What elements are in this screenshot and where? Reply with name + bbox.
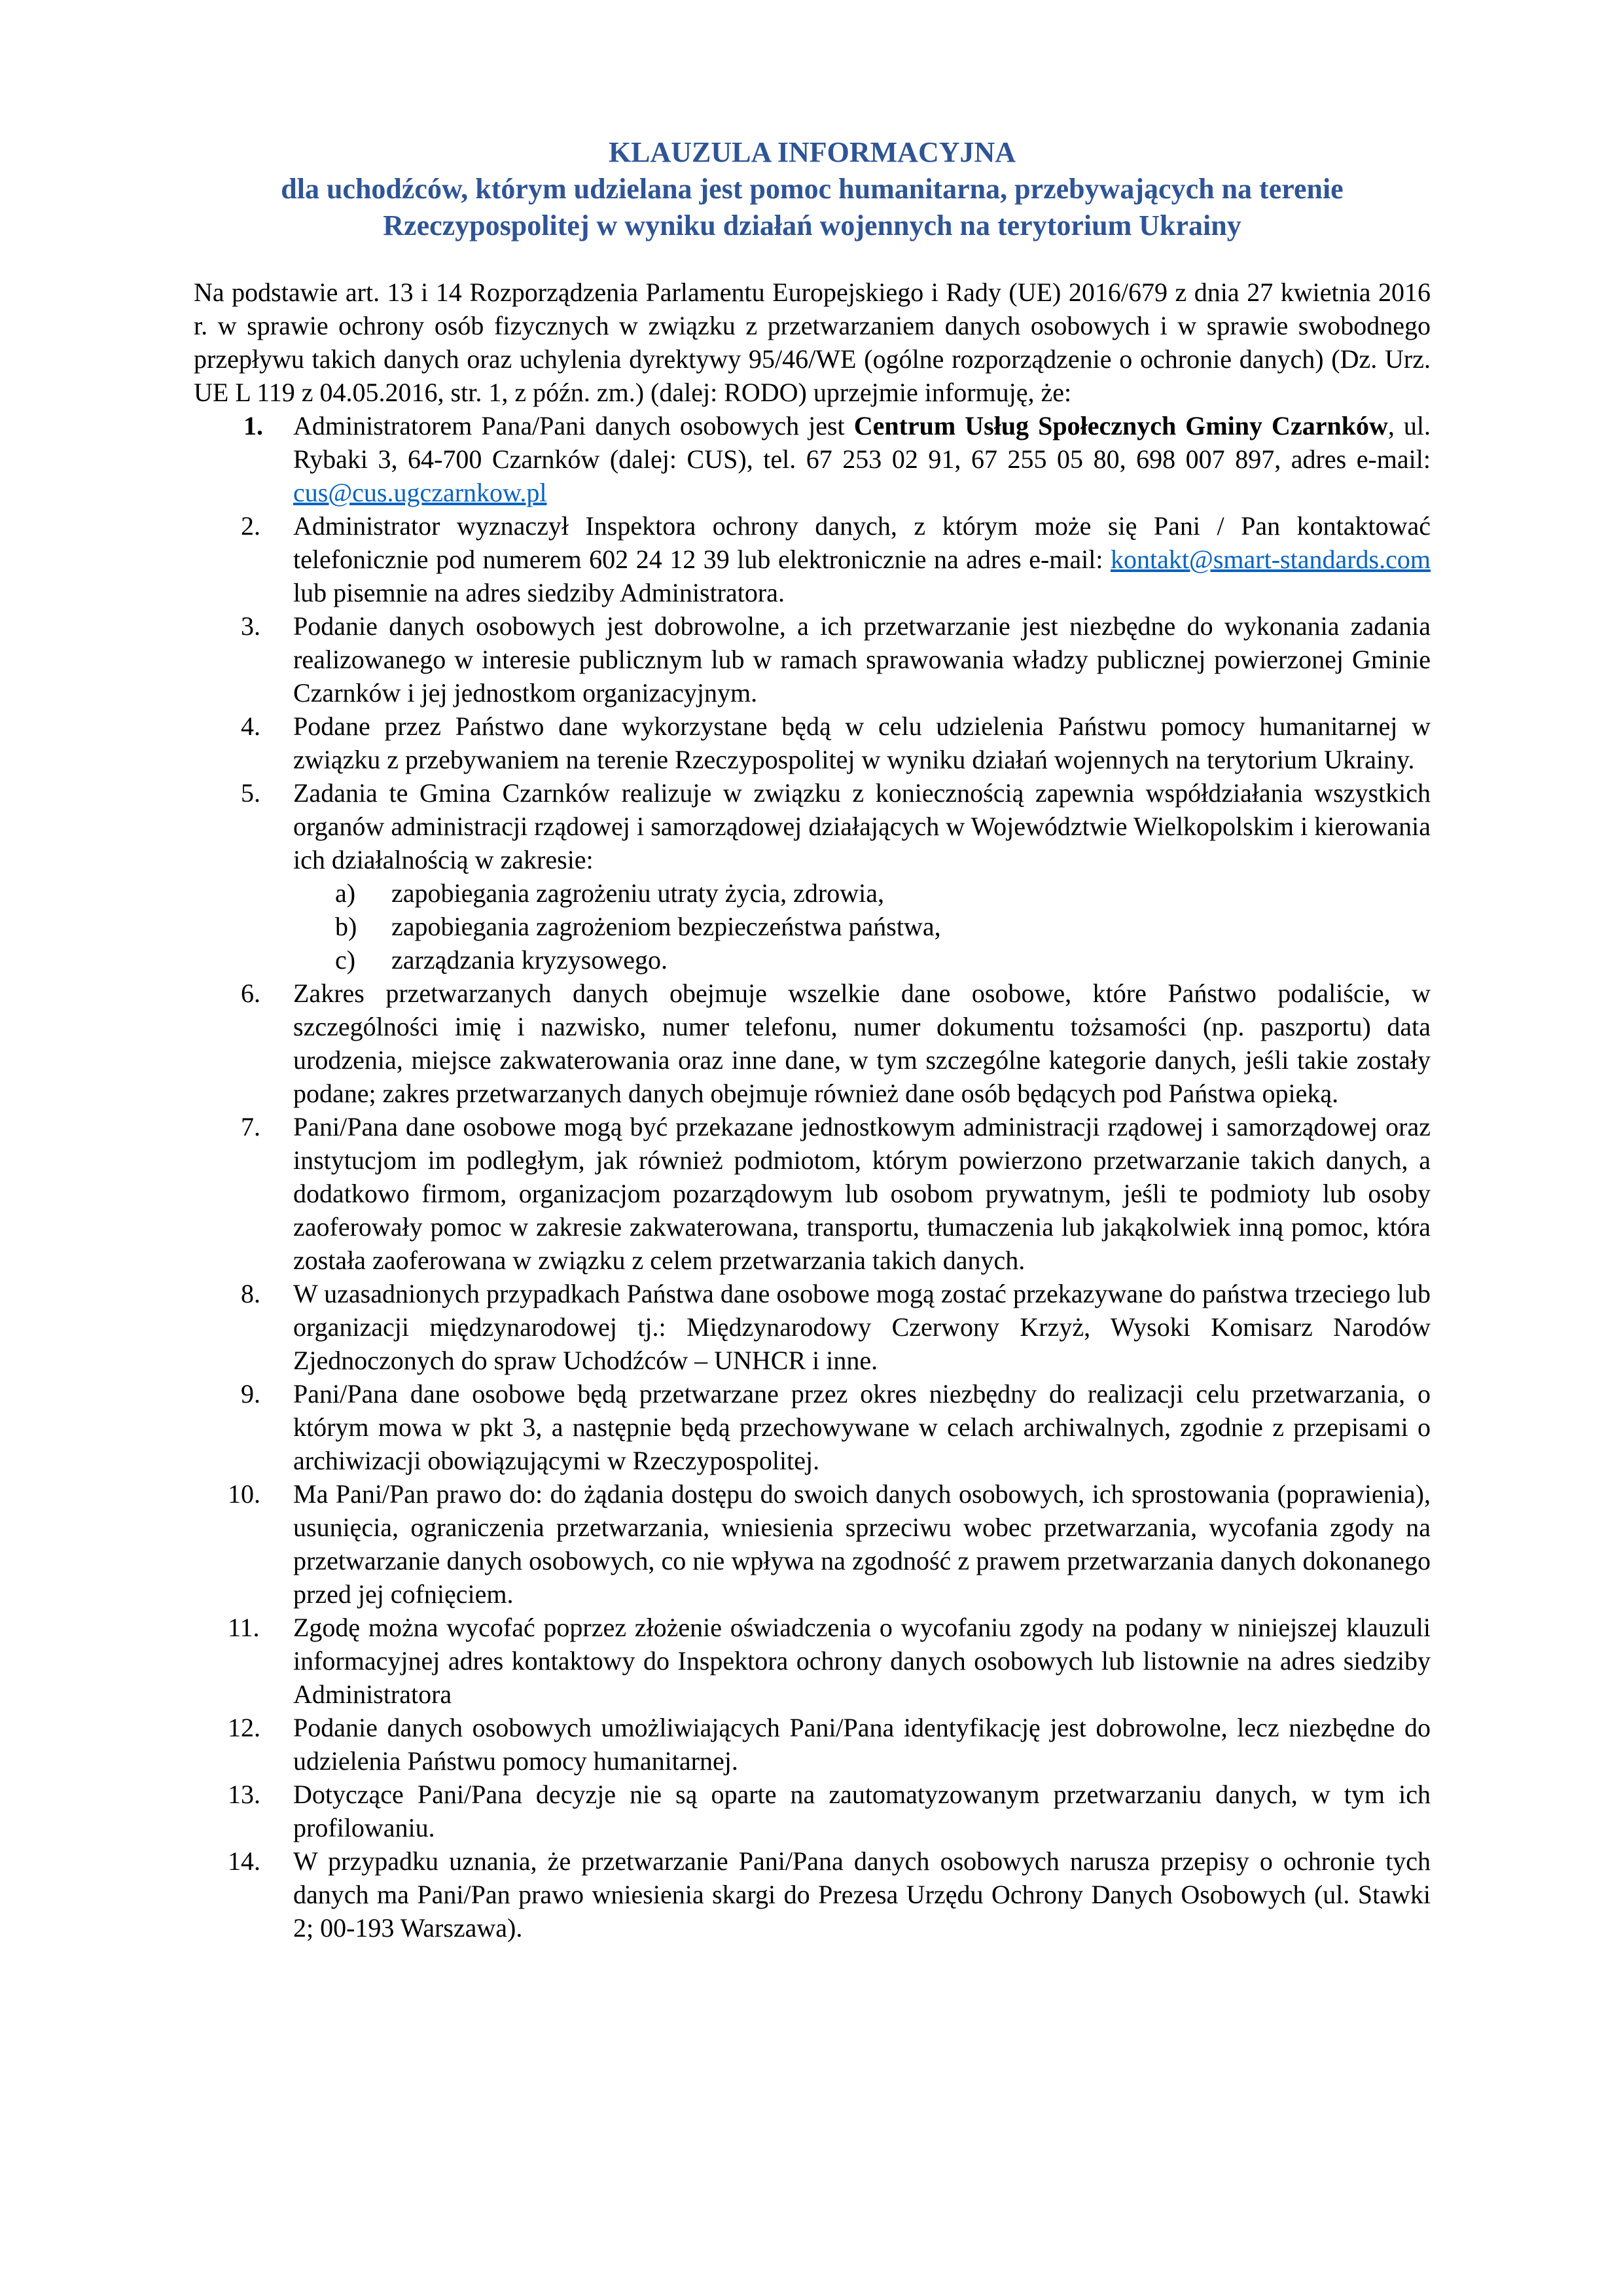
item-number: 12. — [228, 1713, 260, 1742]
list-item-7 — [194, 1110, 1431, 1277]
document-title — [194, 134, 1431, 244]
item-text: Dotyczące Pani/Pana decyzje nie są oparte na zautomatyzowanym przetwarzaniu danych, w tym ich profilowaniu. — [293, 1780, 1431, 1842]
list-item-2 — [194, 509, 1431, 609]
title-line-2: dla uchodźców, którym udzielana jest pomoc humanitarna, przebywających na terenie — [281, 173, 1344, 205]
item-number: 11. — [228, 1613, 260, 1642]
list-item-5 — [194, 776, 1431, 977]
document-page — [194, 134, 1431, 1945]
item-number: 3. — [241, 611, 260, 641]
sub-item-text: zapobiegania zagrożeniu utraty życia, zdrowia, — [391, 878, 884, 908]
email-link[interactable]: cus@cus.ugczarnkow.pl — [293, 478, 547, 507]
list-item-10 — [194, 1477, 1431, 1611]
item-number: 13. — [228, 1780, 260, 1809]
sub-item-c — [293, 943, 1431, 977]
item-number: 4. — [241, 711, 260, 741]
sub-item-text: zapobiegania zagrożeniom bezpieczeństwa państwa, — [391, 912, 941, 941]
list-item-13 — [194, 1778, 1431, 1844]
sub-item-a — [293, 876, 1431, 910]
intro-paragraph: Na podstawie art. 13 i 14 Rozporządzenia Parlamentu Europejskiego i Rady (UE) 2016/679 z dnia 27 kwietnia 2016 r. w sprawie ochrony osób fizycznych w związku z przetwarzaniem danych osobowych i w sprawie swobodnego przepływu takich danych oraz uchylenia dyrektywy 95/46/WE (ogólne rozporządzenie o ochronie danych) (Dz. Urz. UE L 119 z 04.05.2016, str. 1, z późn. zm.) (dalej: RODO) uprzejmie informuję, że: — [194, 278, 1431, 407]
list-item-14 — [194, 1844, 1431, 1945]
sub-item-letter: a) — [335, 878, 356, 908]
list-item-3 — [194, 609, 1431, 709]
item-number: 14. — [228, 1846, 260, 1876]
item-text: Podanie danych osobowych jest dobrowolne, a ich przetwarzanie jest niezbędne do wykonania zadania realizowanego w interesie publicznym lub w ramach sprawowania władzy publicznej powierzonej Gminie Czarnków i jej jednostkom organizacyjnym. — [293, 611, 1431, 708]
points-list — [194, 409, 1431, 1945]
item-number: 8. — [241, 1279, 260, 1308]
item-number: 6. — [241, 978, 260, 1008]
item-text: Podanie danych osobowych umożliwiających Pani/Pana identyfikację jest dobrowolne, lecz niezbędne do udzielenia Państwu pomocy humanitarnej. — [293, 1713, 1431, 1776]
list-item-6 — [194, 977, 1431, 1110]
item-text: W przypadku uznania, że przetwarzanie Pani/Pana danych osobowych narusza przepisy o ochronie tych danych ma Pani/Pan prawo wniesienia skargi do Prezesa Urzędu Ochrony Danych Osobowych (ul. Stawki 2; 00-193 Warszawa). — [293, 1846, 1431, 1943]
item-text: W uzasadnionych przypadkach Państwa dane osobowe mogą zostać przekazywane do państwa trzeciego lub organizacji międzynarodowej tj.: Międzynarodowy Czerwony Krzyż, Wysoki Komisarz Narodów Zjednoczonych do spraw Uchodźców – UNHCR i inne. — [293, 1279, 1431, 1375]
item-text-cont: , ul. Rybaki 3, 64-700 Czarnków (dalej: CUS), tel. 67 253 02 91, 67 255 05 80, 698 007 897, adres e-mail: — [293, 411, 1431, 474]
item-number: 1. — [243, 411, 263, 440]
list-item-4 — [194, 709, 1431, 776]
list-item-8 — [194, 1277, 1431, 1377]
item-text: Administrator wyznaczył Inspektora ochrony danych, z którym może się Pani / Pan kontaktować telefonicznie pod numerem 602 24 12 39 lub elektronicznie na adres e-mail: — [293, 511, 1431, 574]
item-number: 9. — [241, 1379, 260, 1408]
item-text: Zadania te Gmina Czarnków realizuje w związku z koniecznością zapewnia współdziałania wszystkich organów administracji rządowej i samorządowej działających w Województwie Wielkopolskim i kierowania ich działalnością w zakresie: — [293, 778, 1431, 874]
list-item-1 — [194, 409, 1431, 509]
sub-list — [293, 876, 1431, 977]
administrator-name: Centrum Usług Społecznych Gminy Czarnków — [853, 411, 1388, 440]
item-text: Administratorem Pana/Pani danych osobowych jest — [293, 411, 854, 440]
item-number: 5. — [241, 778, 260, 808]
sub-item-text: zarządzania kryzysowego. — [391, 945, 668, 975]
list-item-12 — [194, 1711, 1431, 1778]
item-text: Pani/Pana dane osobowe będą przetwarzane przez okres niezbędny do realizacji celu przetwarzania, o którym mowa w pkt 3, a następnie będą przechowywane w celach archiwalnych, zgodnie z przepisami o archiwizacji obowiązującymi w Rzeczypospolitej. — [293, 1379, 1431, 1475]
item-text: Zakres przetwarzanych danych obejmuje wszelkie dane osobowe, które Państwo podaliście, w szczególności imię i nazwisko, numer telefonu, numer dokumentu tożsamości (np. paszportu) data urodzenia, miejsce zakwaterowania oraz inne dane, w tym szczególne kategorie danych, jeśli takie zostały podane; zakres przetwarzanych danych obejmuje również dane osób będących pod Państwa opieką. — [293, 978, 1431, 1108]
item-text-cont: lub pisemnie na adres siedziby Administratora. — [293, 578, 785, 607]
item-text: Podane przez Państwo dane wykorzystane będą w celu udzielenia Państwu pomocy humanitarnej w związku z przebywaniem na terenie Rzeczypospolitej w wyniku działań wojennych na terytorium Ukrainy. — [293, 711, 1431, 774]
item-text: Zgodę można wycofać poprzez złożenie oświadczenia o wycofaniu zgody na podany w niniejszej klauzuli informacyjnej adres kontaktowy do Inspektora ochrony danych osobowych lub listownie na adres siedziby Administratora — [293, 1613, 1431, 1709]
email-link[interactable]: kontakt@smart-standards.com — [1111, 545, 1431, 574]
list-item-9 — [194, 1377, 1431, 1477]
title-line-1: KLAUZULA INFORMACYJNA — [608, 136, 1016, 168]
item-text: Pani/Pana dane osobowe mogą być przekazane jednostkowym administracji rządowej i samorządowej oraz instytucjom im podległym, jak również podmiotom, którym powierzono przetwarzanie takich danych, a dodatkowo firmom, organizacjom pozarządowym lub osobom prywatnym, jeśli te podmioty lub osoby zaoferowały pomoc w zakresie zakwaterowana, transportu, tłumaczenia lub jakąkolwiek inną pomoc, która została zaoferowana w związku z celem przetwarzania takich danych. — [293, 1112, 1431, 1275]
sub-item-letter: b) — [335, 912, 357, 941]
item-number: 10. — [228, 1479, 260, 1509]
item-number: 7. — [241, 1112, 260, 1141]
item-text: Ma Pani/Pan prawo do: do żądania dostępu do swoich danych osobowych, ich sprostowania (poprawienia), usunięcia, ograniczenia przetwarzania, wniesienia sprzeciwu wobec przetwarzania, wycofania zgody na przetwarzanie danych osobowych, co nie wpływa na zgodność z prawem przetwarzania danych dokonanego przed jej cofnięciem. — [293, 1479, 1431, 1609]
item-number: 2. — [241, 511, 260, 541]
sub-item-letter: c) — [335, 945, 356, 975]
list-item-11 — [194, 1611, 1431, 1711]
sub-item-b — [293, 910, 1431, 943]
title-line-3: Rzeczypospolitej w wyniku działań wojennych na terytorium Ukrainy — [383, 209, 1241, 242]
